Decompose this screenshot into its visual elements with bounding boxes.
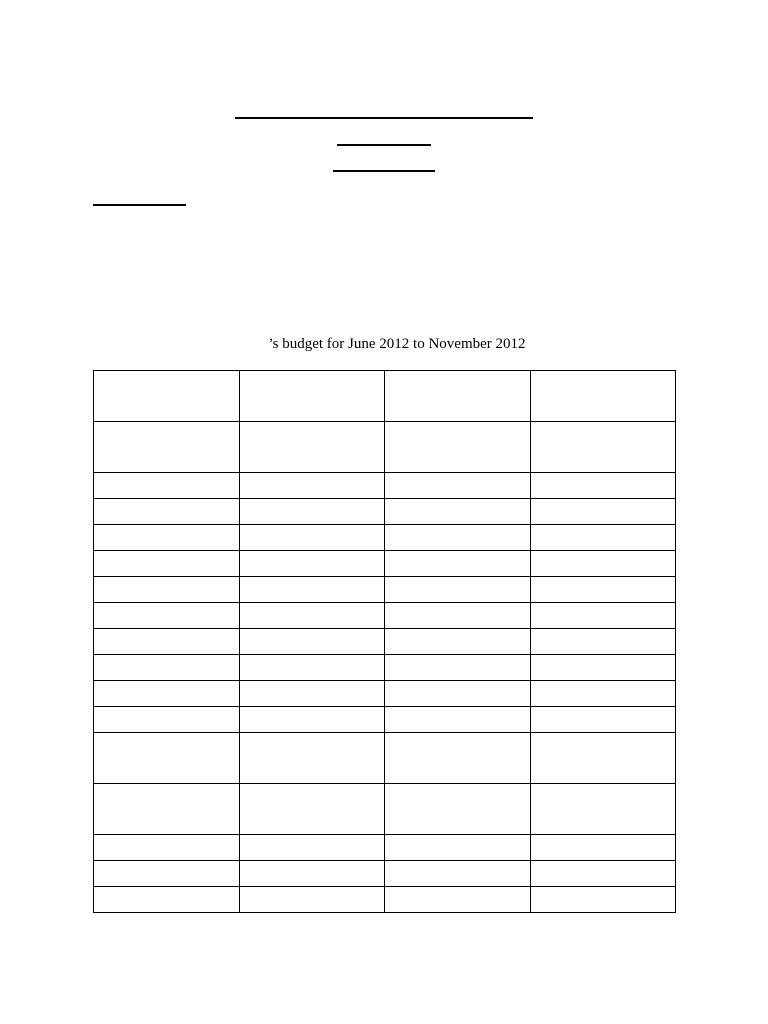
table-cell — [94, 551, 240, 577]
table-cell — [530, 577, 676, 603]
table-cell — [94, 422, 240, 473]
table-cell — [530, 655, 676, 681]
table-cell — [239, 887, 385, 913]
table-cell — [385, 473, 531, 499]
table-cell — [385, 603, 531, 629]
table-cell — [385, 629, 531, 655]
table-cell — [239, 784, 385, 835]
table-cell — [530, 473, 676, 499]
table-row — [94, 655, 676, 681]
table-row — [94, 861, 676, 887]
table-row — [94, 371, 676, 422]
table-cell — [239, 422, 385, 473]
table-cell — [94, 655, 240, 681]
table-row — [94, 784, 676, 835]
table-cell — [239, 655, 385, 681]
table-cell — [239, 629, 385, 655]
table-cell — [385, 835, 531, 861]
table-cell — [239, 681, 385, 707]
table-cell — [239, 525, 385, 551]
table-cell — [239, 473, 385, 499]
table-cell — [94, 371, 240, 422]
table-cell — [385, 577, 531, 603]
table-cell — [530, 887, 676, 913]
table-cell — [94, 861, 240, 887]
subtitle-underline — [337, 144, 431, 146]
table-cell — [239, 371, 385, 422]
table-cell — [530, 551, 676, 577]
table-cell — [239, 835, 385, 861]
table-cell — [385, 707, 531, 733]
table-cell — [94, 603, 240, 629]
table-cell — [530, 603, 676, 629]
table-cell — [94, 681, 240, 707]
heading-underline — [93, 204, 186, 206]
table-row — [94, 887, 676, 913]
date-underline — [333, 170, 435, 172]
table-cell — [530, 422, 676, 473]
table-row — [94, 835, 676, 861]
table-cell — [94, 525, 240, 551]
table-cell — [94, 887, 240, 913]
table-cell — [94, 835, 240, 861]
budget-table — [93, 370, 676, 913]
table-cell — [94, 499, 240, 525]
table-cell — [385, 733, 531, 784]
table-cell — [385, 422, 531, 473]
table-row — [94, 603, 676, 629]
table-cell — [385, 655, 531, 681]
table-row — [94, 499, 676, 525]
table-cell — [530, 629, 676, 655]
table-cell — [239, 707, 385, 733]
table-cell — [385, 681, 531, 707]
table-cell — [530, 861, 676, 887]
table-cell — [239, 733, 385, 784]
table-cell — [94, 784, 240, 835]
table-cell — [239, 551, 385, 577]
table-cell — [385, 887, 531, 913]
table-cell — [530, 499, 676, 525]
table-cell — [94, 707, 240, 733]
table-row — [94, 629, 676, 655]
table-cell — [530, 371, 676, 422]
table-cell — [530, 525, 676, 551]
table-cell — [94, 733, 240, 784]
table-row — [94, 473, 676, 499]
table-row — [94, 733, 676, 784]
table-cell — [385, 499, 531, 525]
table-caption-text: ’s budget for June 2012 to November 2012 — [268, 336, 526, 352]
table-row — [94, 422, 676, 473]
table-cell — [530, 707, 676, 733]
table-row — [94, 525, 676, 551]
budget-table-body — [94, 371, 676, 913]
table-cell — [385, 784, 531, 835]
table-cell — [385, 525, 531, 551]
table-cell — [239, 861, 385, 887]
table-cell — [239, 577, 385, 603]
table-cell — [385, 551, 531, 577]
table-row — [94, 577, 676, 603]
table-cell — [94, 473, 240, 499]
table-cell — [385, 371, 531, 422]
table-cell — [530, 784, 676, 835]
table-cell — [239, 499, 385, 525]
table-cell — [94, 629, 240, 655]
table-row — [94, 681, 676, 707]
table-cell — [239, 603, 385, 629]
table-cell — [94, 577, 240, 603]
table-cell — [530, 733, 676, 784]
table-cell — [530, 835, 676, 861]
table-cell — [530, 681, 676, 707]
table-cell — [385, 861, 531, 887]
table-caption — [0, 334, 768, 354]
title-underline — [235, 117, 533, 119]
table-row — [94, 707, 676, 733]
table-row — [94, 551, 676, 577]
